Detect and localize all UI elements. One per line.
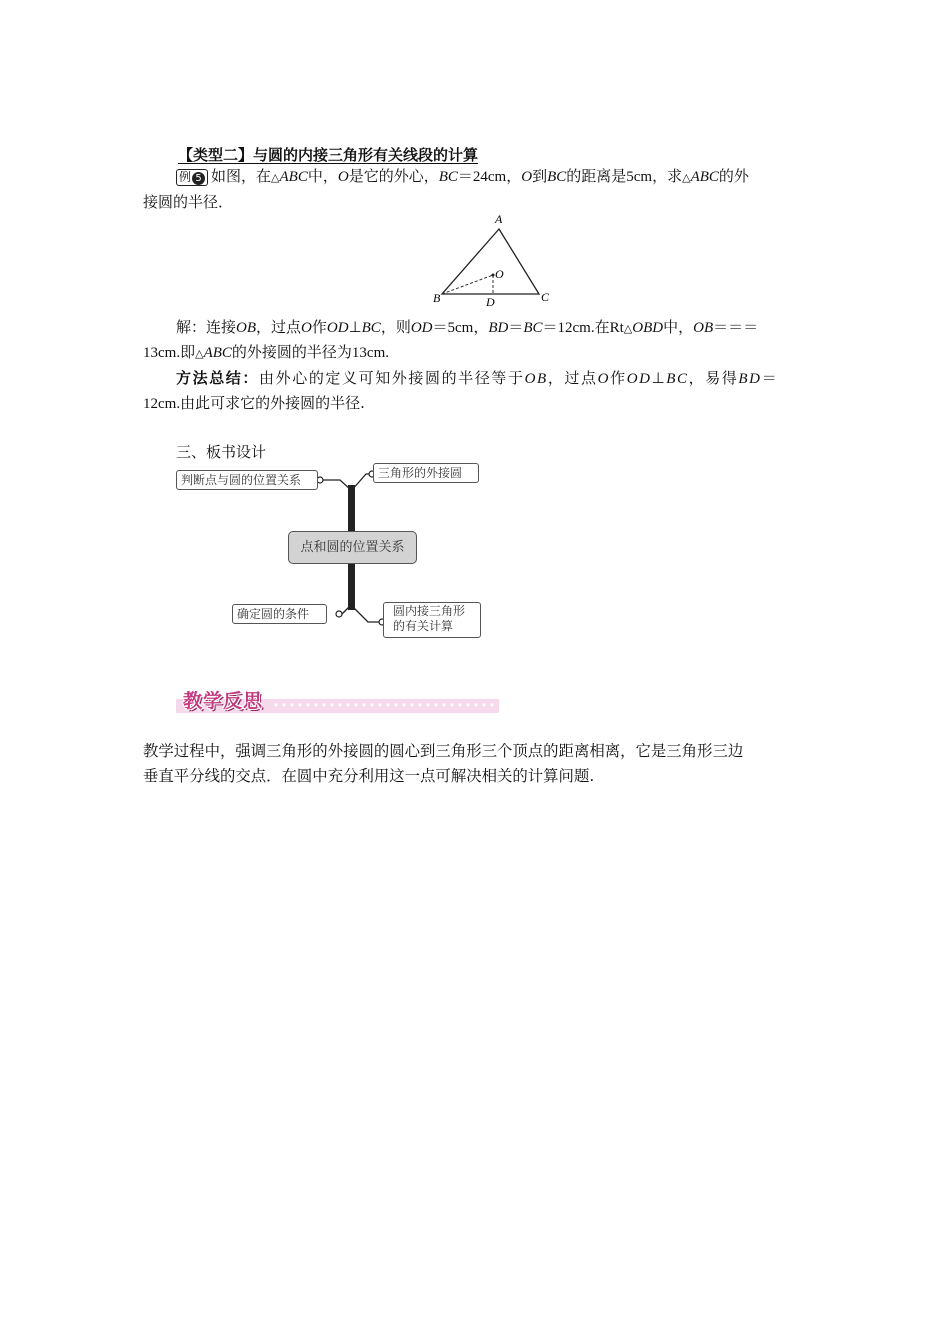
example5-line2 xyxy=(143,191,233,213)
connector-bottom-right xyxy=(352,606,380,622)
triangle-symbol: △ xyxy=(623,322,633,335)
perp-symbol: ⊥ xyxy=(651,371,667,387)
section-type2-title-text: 【类型二】与圆的内接三角形有关线段的计算 xyxy=(178,146,479,164)
reflection-line1: 教学过程中，强调三角形的外接圆的圆心到三角形三个顶点的距离相离，它是三角形三边 xyxy=(143,742,744,760)
connector-top-left xyxy=(320,480,351,490)
connector-top-right xyxy=(352,474,370,490)
math-bc: BC xyxy=(361,320,381,336)
text: 是它的外心， xyxy=(348,167,439,185)
example-badge: 例 5 xyxy=(176,169,208,186)
text: 解：连接 xyxy=(176,318,237,336)
text: ，过点 xyxy=(256,318,302,336)
triangle-symbol: △ xyxy=(271,171,280,184)
text: 中， xyxy=(663,318,694,336)
text: 由外心的定义可知外接圆的半径等于 xyxy=(259,369,525,387)
math-o: O xyxy=(521,169,533,185)
text: ，则 xyxy=(380,318,411,336)
math-od: OD xyxy=(626,371,652,387)
math-ob: OB xyxy=(524,371,548,387)
math-obd: OBD xyxy=(632,320,664,336)
math-value: 12cm. xyxy=(143,396,181,412)
math-bc: BC xyxy=(666,371,689,387)
label-a: A xyxy=(495,212,503,226)
math-eq: ＝＝＝ xyxy=(713,320,759,336)
text: 接圆的半径． xyxy=(143,193,234,211)
board-heading: 三、板书设计 xyxy=(176,443,267,461)
math-abc: ABC xyxy=(203,345,232,361)
math-o: O xyxy=(301,320,312,336)
text: 的外接圆的半径为 xyxy=(231,343,352,361)
math-value: ＝12cm. xyxy=(542,320,595,336)
math-o: O xyxy=(337,169,349,185)
triangle-symbol: △ xyxy=(195,347,204,360)
math-o: O xyxy=(597,371,611,387)
perp-symbol: ⊥ xyxy=(348,320,362,336)
mindmap-center: 点和圆的位置关系 xyxy=(288,531,417,564)
solution-line1 xyxy=(176,316,758,340)
mindmap-top-right: 三角形的外接圆 xyxy=(373,463,479,483)
section-type2-title xyxy=(178,144,478,166)
summary-label: 方法总结： xyxy=(176,369,260,387)
triangle-figure xyxy=(425,208,560,310)
math-eq: ＝ xyxy=(508,320,524,336)
reflection-banner-dots xyxy=(272,701,498,711)
math-value: 13cm. xyxy=(351,345,389,361)
label-o: O xyxy=(495,267,504,281)
text: 由此可求它的外接圆的半径. xyxy=(180,394,365,412)
math-value: 5cm xyxy=(626,169,653,185)
mindmap-top-left: 判断点与圆的位置关系 xyxy=(176,470,318,490)
reflection-line2: 垂直平分线的交点．在圆中充分利用这一点可解决相关的计算问题. xyxy=(143,767,595,785)
text: 作 xyxy=(311,318,327,336)
math-value: ＝24cm， xyxy=(457,169,522,185)
mindmap-bottom-left: 确定圆的条件 xyxy=(232,604,327,624)
summary-line2 xyxy=(143,392,365,415)
summary-line1 xyxy=(176,367,778,390)
math-od: OD xyxy=(410,320,433,336)
math-value: 13cm. xyxy=(143,345,181,361)
mindmap-bottom-right-line1: 圆内接三角形 xyxy=(393,604,466,618)
math-eq: ＝ xyxy=(761,371,779,387)
mindmap-bottom-right-line2: 的有关计算 xyxy=(393,619,454,633)
solution-line2 xyxy=(143,341,389,365)
triangle-abc xyxy=(442,229,539,294)
text: 到 xyxy=(532,167,548,185)
math-bd: BD xyxy=(738,371,762,387)
math-ob: OB xyxy=(236,320,257,336)
triangle-symbol: △ xyxy=(682,171,691,184)
text: 作 xyxy=(610,369,627,387)
text: 即 xyxy=(180,343,196,361)
text: 如图，在 xyxy=(211,167,272,185)
label-b: B xyxy=(433,291,441,305)
math-abc: ABC xyxy=(279,169,308,185)
math-bd: BD xyxy=(488,320,509,336)
math-bc: BC xyxy=(547,169,567,185)
math-rt: Rt xyxy=(609,320,624,336)
math-abc: ABC xyxy=(690,169,719,185)
example5-line1 xyxy=(176,165,749,189)
mindmap-bottom-right xyxy=(383,602,481,638)
text: 的距离是 xyxy=(566,167,627,185)
label-d: D xyxy=(486,295,495,309)
math-bc: BC xyxy=(438,169,458,185)
text: 中， xyxy=(307,167,338,185)
math-value: ＝5cm， xyxy=(432,320,489,336)
text: ，易得 xyxy=(688,369,739,387)
reflection-banner-title: 教学反思 xyxy=(183,690,264,712)
text: 的外 xyxy=(718,167,749,185)
example-number: 5 xyxy=(192,172,205,185)
label-c: C xyxy=(541,290,550,304)
text: ，求 xyxy=(652,167,683,185)
text: 在 xyxy=(594,318,610,336)
math-ob: OB xyxy=(693,320,714,336)
math-bc: BC xyxy=(523,320,543,336)
connector-dot xyxy=(336,611,342,617)
math-od: OD xyxy=(326,320,349,336)
text: ，过点 xyxy=(547,369,598,387)
